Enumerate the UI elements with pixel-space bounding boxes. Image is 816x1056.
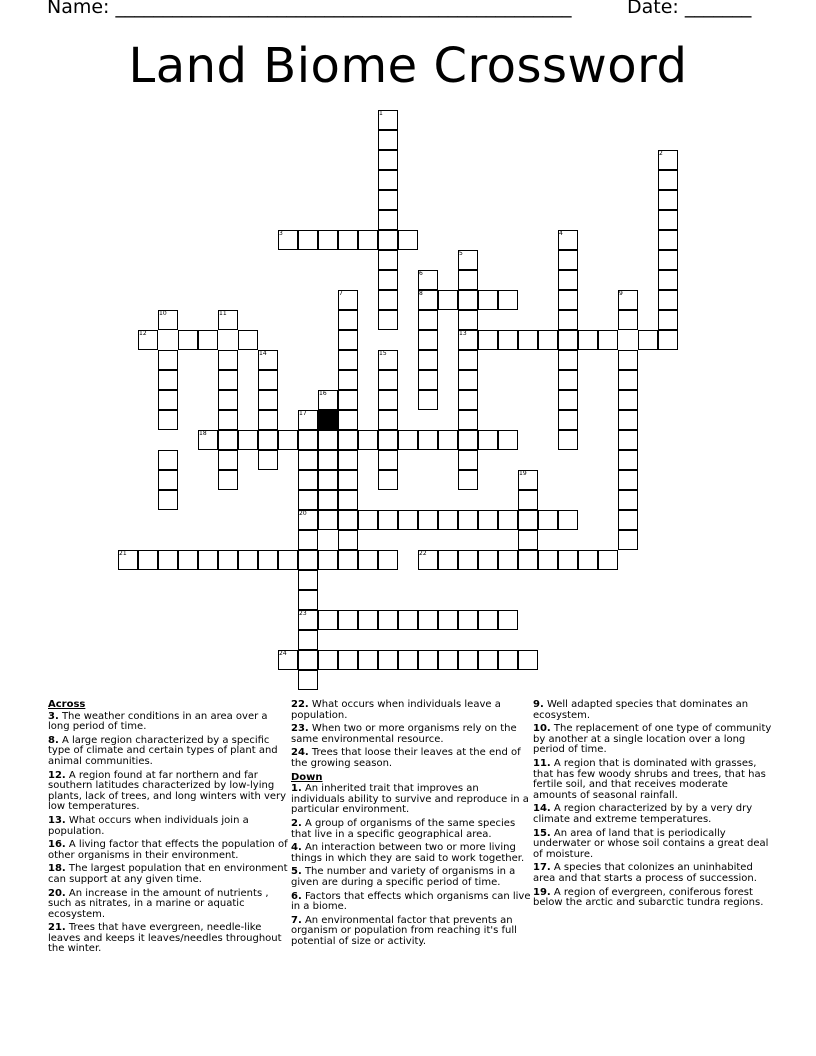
crossword-cell[interactable] <box>378 470 398 490</box>
crossword-cell[interactable] <box>438 610 458 630</box>
clue-item <box>48 864 288 885</box>
clue-number-label: 18. <box>48 863 66 875</box>
clue-item <box>48 736 288 768</box>
crossword-cell[interactable] <box>478 330 498 350</box>
clue-number-label: 6. <box>291 890 302 902</box>
clue-number-label: 10. <box>533 723 551 735</box>
clue-text: An environmental factor that prevents an organism or population from reaching it's full potential of size or activity. <box>291 914 517 947</box>
crossword-cell[interactable] <box>378 450 398 470</box>
clue-number: 23 <box>299 610 307 617</box>
crossword-cell[interactable] <box>438 550 458 570</box>
crossword-cell[interactable] <box>298 570 318 590</box>
clue-number: 16 <box>319 390 327 397</box>
crossword-cell[interactable] <box>438 430 458 450</box>
crossword-cell[interactable] <box>458 610 478 630</box>
crossword-cell[interactable] <box>338 370 358 390</box>
crossword-cell[interactable] <box>378 310 398 330</box>
crossword-cell[interactable] <box>518 530 538 550</box>
crossword-cell[interactable] <box>618 470 638 490</box>
crossword-cell[interactable] <box>358 510 378 530</box>
crossword-cell[interactable] <box>318 490 338 510</box>
clue-number-label: 19. <box>533 886 551 898</box>
clue-number-label: 11. <box>533 757 551 769</box>
crossword-cell[interactable] <box>458 470 478 490</box>
crossword-cell[interactable] <box>338 650 358 670</box>
crossword-cell[interactable] <box>458 370 478 390</box>
clue-number-label: 15. <box>533 827 551 839</box>
crossword-cell[interactable] <box>218 550 238 570</box>
crossword-cell[interactable] <box>598 330 618 350</box>
clue-number: 14 <box>259 350 267 357</box>
clue-item <box>48 816 288 837</box>
crossword-cell[interactable] <box>298 470 318 490</box>
crossword-cell[interactable] <box>598 550 618 570</box>
clue-number-label: 5. <box>291 866 302 878</box>
crossword-cell[interactable] <box>458 550 478 570</box>
crossword-cell[interactable] <box>438 290 458 310</box>
crossword-cell[interactable] <box>378 270 398 290</box>
crossword-cell[interactable] <box>318 230 338 250</box>
crossword-cell[interactable] <box>298 530 318 550</box>
crossword-cell[interactable] <box>418 330 438 350</box>
clue-text: An inherited trait that improves an individuals ability to survive and reproduce in a particular environment. <box>291 783 529 816</box>
crossword-cell[interactable] <box>558 250 578 270</box>
crossword-cell[interactable] <box>398 610 418 630</box>
crossword-cell[interactable] <box>358 610 378 630</box>
clue-number: 24 <box>279 650 287 657</box>
clue-item <box>291 916 531 948</box>
clue-number: 8 <box>419 290 423 297</box>
crossword-cell[interactable] <box>198 550 218 570</box>
crossword-cell[interactable] <box>658 270 678 290</box>
crossword-cell[interactable] <box>458 510 478 530</box>
crossword-cell[interactable] <box>338 610 358 630</box>
crossword-cell[interactable] <box>398 650 418 670</box>
crossword-cell[interactable] <box>518 550 538 570</box>
down-heading: Down <box>291 771 323 783</box>
crossword-cell[interactable] <box>458 410 478 430</box>
crossword-cell[interactable] <box>398 510 418 530</box>
crossword-cell[interactable] <box>178 330 198 350</box>
clue-text: The number and variety of organisms in a given are during a specific period of time. <box>291 866 516 888</box>
crossword-cell[interactable] <box>378 150 398 170</box>
black-cell <box>318 410 338 430</box>
clue-item <box>291 867 531 888</box>
clue-number: 20 <box>299 510 307 517</box>
crossword-cell[interactable] <box>378 170 398 190</box>
crossword-cell[interactable] <box>498 290 518 310</box>
crossword-cell[interactable] <box>218 390 238 410</box>
clue-item <box>533 863 773 884</box>
crossword-cell[interactable] <box>458 310 478 330</box>
clue-item <box>533 759 773 801</box>
crossword-cell[interactable] <box>418 390 438 410</box>
crossword-cell[interactable] <box>458 270 478 290</box>
crossword-cell[interactable] <box>138 550 158 570</box>
clue-number: 11 <box>219 310 227 317</box>
clue-item <box>291 892 531 913</box>
clue-number: 1 <box>379 110 383 117</box>
clue-text: What occurs when individuals leave a population. <box>291 699 501 721</box>
clue-number-label: 21. <box>48 922 66 934</box>
crossword-cell[interactable] <box>638 330 658 350</box>
crossword-cell[interactable] <box>318 650 338 670</box>
crossword-cell[interactable] <box>418 350 438 370</box>
crossword-cell[interactable] <box>618 450 638 470</box>
page-title: Land Biome Crossword <box>128 38 688 94</box>
clue-item <box>533 804 773 825</box>
clue-number-label: 24. <box>291 747 309 759</box>
crossword-cell[interactable] <box>478 430 498 450</box>
crossword-cell[interactable] <box>418 510 438 530</box>
clue-number: 5 <box>459 250 463 257</box>
crossword-cell[interactable] <box>378 250 398 270</box>
crossword-cell[interactable] <box>338 350 358 370</box>
clue-number: 7 <box>339 290 343 297</box>
clue-number: 3 <box>279 230 283 237</box>
crossword-cell[interactable] <box>458 350 478 370</box>
crossword-cell[interactable] <box>478 510 498 530</box>
crossword-cell[interactable] <box>618 350 638 370</box>
crossword-cell[interactable] <box>298 490 318 510</box>
crossword-cell[interactable] <box>338 310 358 330</box>
crossword-cell[interactable] <box>318 610 338 630</box>
clue-number-label: 13. <box>48 814 66 826</box>
clue-text: A group of organisms of the same species that live in a specific geographical area. <box>291 817 516 840</box>
crossword-cell[interactable] <box>158 350 178 370</box>
clue-text: Well adapted species that dominates an ecosystem. <box>533 699 749 721</box>
crossword-cell[interactable] <box>338 410 358 430</box>
crossword-cell[interactable] <box>378 210 398 230</box>
clue-text: Trees that have evergreen, needle-like leaves and keeps it leaves/needles throughout the winter. <box>48 922 282 955</box>
crossword-cell[interactable] <box>478 610 498 630</box>
crossword-cell[interactable] <box>398 430 418 450</box>
crossword-cell[interactable] <box>518 650 538 670</box>
clue-item <box>48 840 288 861</box>
clue-item <box>533 829 773 861</box>
crossword-cell[interactable] <box>658 170 678 190</box>
crossword-cell[interactable] <box>458 430 478 450</box>
crossword-cell[interactable] <box>658 190 678 210</box>
crossword-cell[interactable] <box>378 650 398 670</box>
clues-column-3 <box>533 700 773 912</box>
crossword-cell[interactable] <box>378 610 398 630</box>
clues-column-2 <box>291 700 531 950</box>
clue-number: 13 <box>459 330 467 337</box>
name-line[interactable]: Name: ________________________________________________ <box>47 0 572 18</box>
crossword-cell[interactable] <box>338 450 358 470</box>
clue-text: A species that colonizes an uninhabited area and that starts a process of succession. <box>533 862 757 884</box>
crossword-cell[interactable] <box>358 430 378 450</box>
crossword-cell[interactable] <box>538 330 558 350</box>
crossword-cell[interactable] <box>218 370 238 390</box>
crossword-cell[interactable] <box>518 510 538 530</box>
crossword-cell[interactable] <box>498 430 518 450</box>
crossword-cell[interactable] <box>378 230 398 250</box>
clue-text: The replacement of one type of community by another at a single location over a long period of time. <box>533 723 772 756</box>
crossword-cell[interactable] <box>658 310 678 330</box>
clue-text: What occurs when individuals join a population. <box>48 814 249 837</box>
crossword-cell[interactable] <box>478 290 498 310</box>
crossword-cell[interactable] <box>418 370 438 390</box>
crossword-cell[interactable] <box>298 450 318 470</box>
clue-item <box>48 712 288 733</box>
crossword-cell[interactable] <box>278 550 298 570</box>
crossword-cell[interactable] <box>258 410 278 430</box>
crossword-cell[interactable] <box>158 550 178 570</box>
clue-number: 10 <box>159 310 167 317</box>
crossword-cell[interactable] <box>158 470 178 490</box>
crossword-cell[interactable] <box>418 310 438 330</box>
crossword-cell[interactable] <box>378 370 398 390</box>
clue-text: A region characterized by by a very dry climate and extreme temperatures. <box>533 803 753 825</box>
clue-text: The largest population that en environment can support at any given time. <box>48 863 288 885</box>
clue-text: A large region characterized by a specific type of climate and certain types of plant and animal communities. <box>48 734 278 767</box>
crossword-cell[interactable] <box>338 510 358 530</box>
crossword-cell[interactable] <box>378 390 398 410</box>
clue-text: When two or more organisms rely on the same environmental resource. <box>291 723 517 745</box>
crossword-cell[interactable] <box>658 330 678 350</box>
clue-number-label: 3. <box>48 710 59 722</box>
crossword-cell[interactable] <box>338 490 358 510</box>
clue-number: 4 <box>559 230 563 237</box>
clue-number-label: 9. <box>533 699 544 710</box>
crossword-cell[interactable] <box>618 430 638 450</box>
crossword-cell[interactable] <box>358 650 378 670</box>
crossword-cell[interactable] <box>278 430 298 450</box>
crossword-cell[interactable] <box>338 230 358 250</box>
crossword-cell[interactable] <box>218 430 238 450</box>
clue-text: Trees that loose their leaves at the end of the growing season. <box>291 747 521 769</box>
crossword-cell[interactable] <box>338 330 358 350</box>
crossword-cell[interactable] <box>498 650 518 670</box>
crossword-cell[interactable] <box>618 530 638 550</box>
crossword-cell[interactable] <box>558 330 578 350</box>
clue-item <box>291 724 531 745</box>
clue-item <box>291 819 531 840</box>
clue-number: 15 <box>379 350 387 357</box>
clue-number-label: 2. <box>291 817 302 829</box>
clue-number-label: 7. <box>291 914 302 926</box>
clue-item <box>533 700 773 721</box>
crossword-cell[interactable] <box>658 250 678 270</box>
crossword-cell[interactable] <box>258 550 278 570</box>
clue-text: A region of evergreen, coniferous forest below the arctic and subarctic tundra regions. <box>533 886 764 909</box>
crossword-cell[interactable] <box>158 490 178 510</box>
crossword-cell[interactable] <box>478 550 498 570</box>
clue-number-label: 8. <box>48 734 59 746</box>
crossword-cell[interactable] <box>578 330 598 350</box>
crossword-cell[interactable] <box>158 390 178 410</box>
crossword-cell[interactable] <box>218 450 238 470</box>
crossword-cell[interactable] <box>618 310 638 330</box>
date-line[interactable]: Date: _______ <box>627 0 752 18</box>
crossword-cell[interactable] <box>218 410 238 430</box>
clue-item <box>533 888 773 909</box>
clue-item <box>48 923 288 955</box>
clue-number: 18 <box>199 430 207 437</box>
clue-item <box>291 843 531 864</box>
clue-text: The weather conditions in an area over a long period of time. <box>48 710 268 733</box>
crossword-cell[interactable] <box>258 370 278 390</box>
crossword-cell[interactable] <box>558 410 578 430</box>
clue-item <box>48 889 288 921</box>
clues-column-1 <box>48 700 288 958</box>
crossword-cell[interactable] <box>658 210 678 230</box>
crossword-cell[interactable] <box>578 550 598 570</box>
crossword-cell[interactable] <box>618 490 638 510</box>
crossword-cell[interactable] <box>378 130 398 150</box>
clue-item <box>291 700 531 721</box>
clue-number: 17 <box>299 410 307 417</box>
crossword-cell[interactable] <box>658 230 678 250</box>
crossword-cell[interactable] <box>538 550 558 570</box>
crossword-cell[interactable] <box>338 470 358 490</box>
crossword-cell[interactable] <box>418 610 438 630</box>
crossword-cell[interactable] <box>258 430 278 450</box>
crossword-cell[interactable] <box>618 370 638 390</box>
crossword-cell[interactable] <box>298 430 318 450</box>
crossword-cell[interactable] <box>158 450 178 470</box>
crossword-cell[interactable] <box>218 350 238 370</box>
across-heading: Across <box>48 699 86 710</box>
crossword-cell[interactable] <box>478 650 498 670</box>
crossword-cell[interactable] <box>198 330 218 350</box>
crossword-cell[interactable] <box>438 510 458 530</box>
clue-number-label: 14. <box>533 803 551 815</box>
crossword-cell[interactable] <box>318 430 338 450</box>
crossword-cell[interactable] <box>158 370 178 390</box>
crossword-cell[interactable] <box>378 510 398 530</box>
crossword-cell[interactable] <box>238 430 258 450</box>
crossword-cell[interactable] <box>338 530 358 550</box>
crossword-cell[interactable] <box>438 650 458 670</box>
crossword-cell[interactable] <box>238 550 258 570</box>
crossword-cell[interactable] <box>338 430 358 450</box>
crossword-cell[interactable] <box>298 230 318 250</box>
crossword-cell[interactable] <box>458 290 478 310</box>
crossword-cell[interactable] <box>318 450 338 470</box>
crossword-cell[interactable] <box>558 370 578 390</box>
crossword-cell[interactable] <box>518 490 538 510</box>
crossword-cell[interactable] <box>298 630 318 650</box>
crossword-cell[interactable] <box>158 410 178 430</box>
crossword-cell[interactable] <box>498 510 518 530</box>
crossword-cell[interactable] <box>498 610 518 630</box>
crossword-cell[interactable] <box>378 430 398 450</box>
clue-number: 19 <box>519 470 527 477</box>
clue-text: An interaction between two or more living things in which they are said to work together. <box>291 842 525 864</box>
crossword-cell[interactable] <box>178 550 198 570</box>
clue-text: A region found at far northern and far southern latitudes characterized by low-lying plants, lack of trees, and long winters with very low temperatures. <box>48 769 287 813</box>
crossword-cell[interactable] <box>558 350 578 370</box>
crossword-cell[interactable] <box>378 290 398 310</box>
crossword-cell[interactable] <box>258 390 278 410</box>
crossword-cell[interactable] <box>318 470 338 490</box>
crossword-cell[interactable] <box>418 430 438 450</box>
crossword-cell[interactable] <box>658 290 678 310</box>
clue-number-label: 20. <box>48 887 66 899</box>
clue-item <box>291 784 531 816</box>
crossword-cell[interactable] <box>358 230 378 250</box>
crossword-cell[interactable] <box>558 290 578 310</box>
crossword-cell[interactable] <box>618 390 638 410</box>
clue-number-label: 12. <box>48 769 66 781</box>
crossword-cell[interactable] <box>238 330 258 350</box>
crossword-cell[interactable] <box>378 550 398 570</box>
clue-number-label: 22. <box>291 699 309 710</box>
crossword-cell[interactable] <box>318 510 338 530</box>
clue-number: 9 <box>619 290 623 297</box>
crossword-cell[interactable] <box>338 390 358 410</box>
crossword-cell[interactable] <box>418 650 438 670</box>
crossword-cell[interactable] <box>398 230 418 250</box>
crossword-cell[interactable] <box>518 330 538 350</box>
crossword-cell[interactable] <box>298 670 318 690</box>
crossword-cell[interactable] <box>298 550 318 570</box>
clue-number: 21 <box>119 550 127 557</box>
clue-number-label: 4. <box>291 842 302 854</box>
crossword-cell[interactable] <box>298 590 318 610</box>
crossword-cell[interactable] <box>618 510 638 530</box>
clue-item <box>48 771 288 813</box>
crossword-cell[interactable] <box>318 550 338 570</box>
crossword-cell[interactable] <box>558 310 578 330</box>
crossword-cell[interactable] <box>258 450 278 470</box>
crossword-cell[interactable] <box>558 270 578 290</box>
crossword-cell[interactable] <box>298 650 318 670</box>
clue-text: Factors that effects which organisms can live in a biome. <box>291 890 531 913</box>
crossword-cell[interactable] <box>218 470 238 490</box>
clue-number: 22 <box>419 550 427 557</box>
crossword-cell[interactable] <box>498 550 518 570</box>
crossword-cell[interactable] <box>538 510 558 530</box>
crossword-cell[interactable] <box>498 330 518 350</box>
clue-number-label: 1. <box>291 783 302 795</box>
clue-number: 12 <box>139 330 147 337</box>
crossword-cell[interactable] <box>558 430 578 450</box>
crossword-cell[interactable] <box>558 390 578 410</box>
crossword-cell[interactable] <box>358 550 378 570</box>
clue-text: An increase in the amount of nutrients , such as nitrates, in a marine or aquatic ecosystem. <box>48 887 269 920</box>
crossword-cell[interactable] <box>458 450 478 470</box>
clue-number: 2 <box>659 150 663 157</box>
crossword-cell[interactable] <box>558 550 578 570</box>
clue-number: 6 <box>419 270 423 277</box>
crossword-cell[interactable] <box>458 390 478 410</box>
clue-text: An area of land that is periodically underwater or whose soil contains a great deal of moisture. <box>533 827 769 860</box>
crossword-cell[interactable] <box>378 410 398 430</box>
crossword-cell[interactable] <box>458 650 478 670</box>
crossword-cell[interactable] <box>338 550 358 570</box>
crossword-cell[interactable] <box>378 190 398 210</box>
crossword-cell[interactable] <box>558 510 578 530</box>
crossword-cell[interactable] <box>618 410 638 430</box>
clue-item <box>533 724 773 756</box>
clue-item <box>291 748 531 769</box>
clue-number-label: 16. <box>48 839 66 851</box>
clue-text: A living factor that effects the population of other organisms in their environment. <box>48 839 288 861</box>
clue-number-label: 17. <box>533 862 551 874</box>
clue-number-label: 23. <box>291 723 309 735</box>
clue-text: A region that is dominated with grasses, that has few woody shrubs and trees, that has fertile soil, and that receives moderate amounts of seasonal rainfall. <box>533 757 766 801</box>
